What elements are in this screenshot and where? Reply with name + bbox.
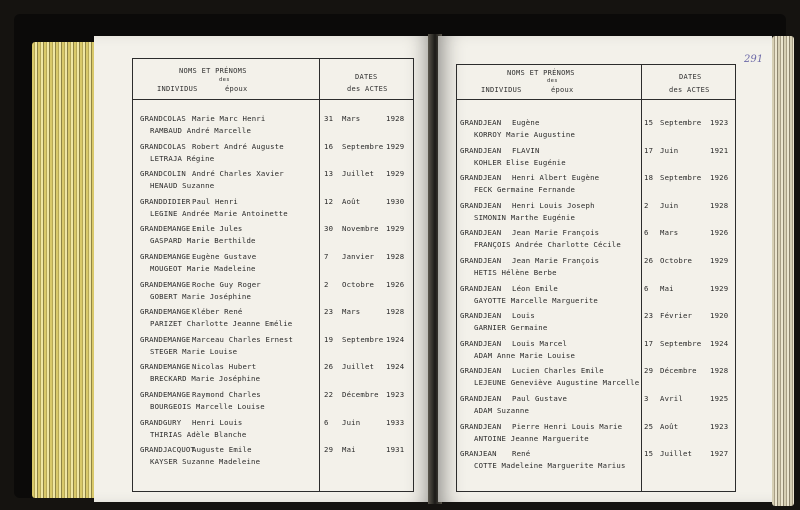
entry-surname: GRANDEMANGE	[140, 362, 191, 372]
entry-spouse: GOBERT Marie Joséphine	[150, 291, 252, 301]
entry-surname: GRANDEMANGE	[140, 252, 191, 261]
entry-given-names: Marie Marc Henri	[192, 114, 266, 123]
entry-given-names: Jean Marie François	[512, 228, 600, 238]
entry-year: 1926	[386, 279, 405, 289]
entry-surname: GRANDEMANGE	[140, 390, 191, 399]
entry-day: 16	[324, 141, 334, 151]
entry-day: 17	[644, 338, 654, 348]
entry-given-names: Lucien Charles Emile	[512, 366, 604, 376]
entry-year: 1926	[710, 228, 729, 238]
entry-month: Juin	[342, 417, 361, 427]
entry-spouse: ADAM Anne Marie Louise	[474, 350, 576, 360]
header-noms: NOMS ET PRÉNOMS	[507, 69, 575, 77]
entry-surname: GRANDJEAN	[460, 421, 502, 431]
header-des: des	[219, 77, 230, 83]
entry-spouse: KOHLER Elise Eugénie	[474, 157, 566, 167]
entry-year: 1923	[710, 421, 729, 431]
entry-given-names: Paul Gustave	[512, 394, 568, 403]
entry-spouse: FECK Germaine Fernande	[474, 185, 576, 195]
entry-month: Mars	[660, 228, 679, 238]
entry-month: Avril	[660, 394, 683, 403]
entry-surname: GRANDEMANGE	[140, 334, 191, 344]
entry-given-names: Eugène	[512, 118, 540, 127]
right-page-stack	[772, 36, 794, 506]
entry-day: 29	[644, 366, 654, 376]
entry-month: Juin	[660, 200, 679, 210]
header-individus: INDIVIDUS	[157, 85, 198, 93]
entry-day: 18	[644, 173, 654, 183]
entry-year: 1920	[710, 311, 729, 321]
entry-month: Juillet	[342, 362, 375, 372]
entry-day: 25	[644, 421, 654, 431]
entry-month: Juin	[660, 145, 679, 155]
entry-year: 1923	[386, 390, 405, 399]
left-page	[94, 36, 432, 502]
entry-given-names: Robert André Auguste	[192, 141, 284, 151]
entry-spouse: HENAUD Suzanne	[150, 181, 215, 191]
entry-spouse: LEGINE Andrée Marie Antoinette	[150, 208, 288, 218]
entry-surname: GRANDCOLAS	[140, 141, 186, 151]
entry-day: 12	[324, 196, 334, 206]
header-des: des	[547, 78, 558, 84]
entry-given-names: René	[512, 449, 531, 459]
entry-spouse: GAYOTTE Marcelle Marguerite	[474, 295, 599, 305]
right-page	[438, 36, 772, 502]
entry-year: 1923	[710, 118, 729, 127]
entry-given-names: Paul Henri	[192, 196, 238, 206]
entry-month: Mars	[342, 307, 361, 317]
entry-month: Octobre	[342, 279, 375, 289]
entry-spouse: ANTOINE Jeanne Marguerite	[474, 433, 589, 443]
entry-surname: GRANDJEAN	[460, 256, 502, 265]
entry-spouse: BRECKARD Marie Joséphine	[150, 374, 261, 384]
entry-month: Septembre	[660, 173, 702, 183]
entry-year: 1929	[386, 224, 405, 234]
header-dates: DATES	[355, 73, 378, 81]
entry-spouse: LEJEUNE Geneviève Augustine Marcelle	[474, 378, 640, 388]
entry-given-names: Henri Louis	[192, 417, 243, 427]
entry-surname: GRANDJEAN	[460, 338, 502, 348]
entry-year: 1924	[386, 334, 405, 344]
entry-month: Juillet	[342, 169, 375, 179]
entry-surname: GRANDGURY	[140, 417, 182, 427]
entry-given-names: Eugène Gustave	[192, 252, 257, 261]
entry-day: 6	[324, 417, 329, 427]
entry-day: 22	[324, 390, 334, 399]
entry-given-names: Louis Marcel	[512, 338, 568, 348]
entry-given-names: Pierre Henri Louis Marie	[512, 421, 623, 431]
entry-given-names: Raymond Charles	[192, 390, 261, 399]
entry-month: Septembre	[342, 141, 384, 151]
entry-year: 1928	[386, 114, 405, 123]
entry-surname: GRANDJEAN	[460, 200, 502, 210]
entry-spouse: COTTE Madeleine Marguerite Marius	[474, 461, 626, 471]
header-epoux: époux	[225, 85, 248, 93]
entry-month: Août	[660, 421, 679, 431]
left-page-stack	[32, 42, 98, 498]
header-des-actes: des ACTES	[669, 86, 710, 94]
entry-spouse: PARIZET Charlotte Jeanne Emélie	[150, 319, 293, 329]
entry-month: Décembre	[342, 390, 379, 399]
entry-month: Mars	[342, 114, 361, 123]
entry-day: 2	[324, 279, 329, 289]
entry-year: 1927	[710, 449, 729, 459]
entry-year: 1929	[386, 169, 405, 179]
entry-surname: GRANDJEAN	[460, 118, 502, 127]
entry-year: 1929	[710, 256, 729, 265]
entry-year: 1924	[386, 362, 405, 372]
header-dates: DATES	[679, 73, 702, 81]
left-register-grid	[132, 58, 414, 492]
header-noms: NOMS ET PRÉNOMS	[179, 67, 247, 75]
register-book	[14, 14, 786, 498]
entry-day: 6	[644, 228, 649, 238]
entry-spouse: MOUGEOT Marie Madeleine	[150, 264, 256, 273]
entry-month: Octobre	[660, 256, 693, 265]
entry-day: 23	[644, 311, 654, 321]
entry-day: 7	[324, 252, 329, 261]
entry-year: 1925	[710, 394, 729, 403]
entry-surname: GRANDCOLAS	[140, 114, 186, 123]
entry-day: 31	[324, 114, 334, 123]
entry-surname: GRANDJEAN	[460, 311, 502, 321]
header-individus: INDIVIDUS	[481, 86, 522, 94]
entry-given-names: Marceau Charles Ernest	[192, 334, 294, 344]
entry-day: 26	[644, 256, 654, 265]
entry-surname: GRANDJACQUOT	[140, 445, 196, 455]
entry-given-names: FLAVIN	[512, 145, 540, 155]
entry-given-names: Roche Guy Roger	[192, 279, 261, 289]
entry-given-names: Henri Louis Joseph	[512, 200, 595, 210]
entry-spouse: STEGER Marie Louise	[150, 346, 238, 356]
entry-surname: GRANDDIDIER	[140, 196, 191, 206]
entry-month: Juillet	[660, 449, 693, 459]
entry-spouse: GARNIER Germaine	[474, 323, 548, 333]
entry-month: Août	[342, 196, 361, 206]
entry-year: 1921	[710, 145, 729, 155]
entry-month: Septembre	[342, 334, 384, 344]
entry-given-names: Emile Jules	[192, 224, 243, 234]
entry-day: 2	[644, 200, 649, 210]
entry-day: 19	[324, 334, 334, 344]
entry-given-names: Léon Emile	[512, 283, 558, 293]
entry-spouse: RAMBAUD André Marcelle	[150, 126, 252, 135]
entry-surname: GRANJEAN	[460, 449, 497, 459]
entry-given-names: Nicolas Hubert	[192, 362, 257, 372]
entry-year: 1929	[386, 141, 405, 151]
entry-surname: GRANDJEAN	[460, 283, 502, 293]
entry-year: 1926	[710, 173, 729, 183]
entry-surname: GRANDJEAN	[460, 394, 502, 403]
entry-surname: GRANDJEAN	[460, 173, 502, 183]
entry-day: 13	[324, 169, 334, 179]
entry-month: Mai	[660, 283, 674, 293]
entry-spouse: FRANÇOIS Andrée Charlotte Cécile	[474, 240, 621, 250]
header-des-actes: des ACTES	[347, 85, 388, 93]
entry-month: Mai	[342, 445, 356, 455]
entry-year: 1930	[386, 196, 405, 206]
entry-month: Septembre	[660, 338, 702, 348]
entry-spouse: SIMONIN Marthe Eugénie	[474, 212, 576, 222]
entry-year: 1924	[710, 338, 729, 348]
entry-spouse: KAYSER Suzanne Madeleine	[150, 457, 261, 467]
folio-number: 291	[744, 54, 764, 65]
entry-day: 3	[644, 394, 649, 403]
entry-month: Janvier	[342, 252, 375, 261]
entry-day: 26	[324, 362, 334, 372]
entry-surname: GRANDJEAN	[460, 366, 502, 376]
entry-spouse: THIRIAS Adèle Blanche	[150, 429, 247, 439]
entry-given-names: Auguste Emile	[192, 445, 252, 455]
entry-given-names: Louis	[512, 311, 535, 321]
entry-spouse: KORROY Marie Augustine	[474, 130, 576, 139]
entry-given-names: Henri Albert Eugène	[512, 173, 600, 183]
header-epoux: époux	[551, 86, 574, 94]
entry-surname: GRANDJEAN	[460, 228, 502, 238]
entry-given-names: Kléber René	[192, 307, 243, 317]
entry-year: 1928	[386, 307, 405, 317]
entry-year: 1931	[386, 445, 405, 455]
entry-year: 1928	[386, 252, 405, 261]
entry-surname: GRANDEMANGE	[140, 224, 191, 234]
entry-day: 23	[324, 307, 334, 317]
entry-month: Novembre	[342, 224, 379, 234]
entry-surname: GRANDCOLIN	[140, 169, 186, 179]
entry-spouse: GASPARD Marie Berthilde	[150, 236, 256, 246]
entry-spouse: LETRAJA Régine	[150, 153, 215, 163]
entry-year: 1928	[710, 366, 729, 376]
entry-surname: GRANDEMANGE	[140, 279, 191, 289]
entry-given-names: André Charles Xavier	[192, 169, 284, 179]
entry-month: Septembre	[660, 118, 702, 127]
entry-surname: GRANDJEAN	[460, 145, 502, 155]
entry-day: 17	[644, 145, 654, 155]
entry-day: 15	[644, 449, 654, 459]
entry-day: 15	[644, 118, 654, 127]
entry-month: Février	[660, 311, 693, 321]
entry-spouse: HETIS Hélène Berbe	[474, 268, 557, 277]
entry-spouse: ADAM Suzanne	[474, 406, 530, 415]
entry-day: 6	[644, 283, 649, 293]
entry-given-names: Jean Marie François	[512, 256, 600, 265]
entry-year: 1929	[710, 283, 729, 293]
entry-year: 1928	[710, 200, 729, 210]
entry-month: Décembre	[660, 366, 697, 376]
entry-spouse: BOURGEOIS Marcelle Louise	[150, 402, 265, 411]
entry-day: 30	[324, 224, 334, 234]
entry-year: 1933	[386, 417, 405, 427]
entry-surname: GRANDEMANGE	[140, 307, 191, 317]
entry-day: 29	[324, 445, 334, 455]
